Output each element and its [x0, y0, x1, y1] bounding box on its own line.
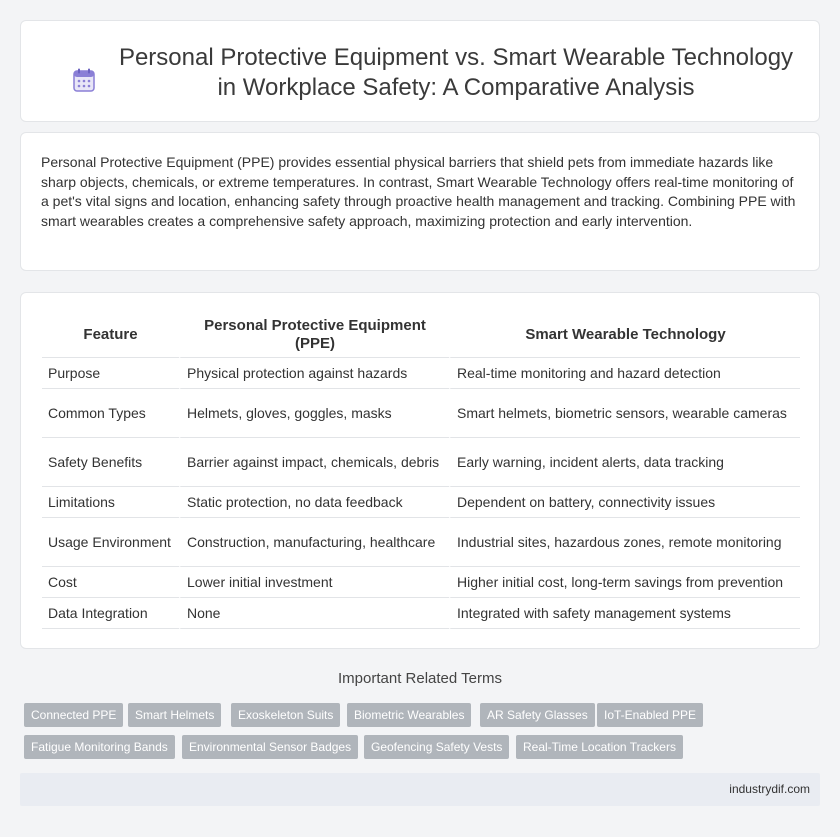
related-term-tag[interactable]: Biometric Wearables: [347, 703, 471, 727]
related-term-tag[interactable]: IoT-Enabled PPE: [597, 703, 703, 727]
related-term-tag[interactable]: Exoskeleton Suits: [231, 703, 340, 727]
row-smart: Higher initial cost, long-term savings from prevention: [449, 567, 800, 598]
row-ppe: Construction, manufacturing, healthcare: [179, 518, 449, 567]
row-smart: Industrial sites, hazardous zones, remote monitoring: [449, 518, 800, 567]
related-term-tag[interactable]: Geofencing Safety Vests: [364, 735, 509, 759]
related-term-tag[interactable]: Real-Time Location Trackers: [516, 735, 683, 759]
table-row: [42, 598, 800, 629]
row-ppe: None: [179, 598, 449, 629]
row-feature: Data Integration: [42, 598, 179, 629]
table-row: [42, 487, 800, 518]
row-feature: Usage Environment: [42, 518, 179, 567]
row-feature: Limitations: [42, 487, 179, 518]
intro-card: [20, 132, 820, 271]
header-feature: Feature: [42, 313, 179, 358]
row-ppe: Physical protection against hazards: [179, 358, 449, 389]
table-row: [42, 567, 800, 598]
row-feature: Purpose: [42, 358, 179, 389]
footer-site[interactable]: industrydif.com: [729, 782, 810, 796]
related-term-tag[interactable]: AR Safety Glasses: [480, 703, 595, 727]
row-smart: Early warning, incident alerts, data tracking: [449, 438, 800, 487]
table-row: [42, 438, 800, 487]
related-term-tag[interactable]: Smart Helmets: [128, 703, 221, 727]
comparison-card: [20, 292, 820, 649]
row-smart: Smart helmets, biometric sensors, wearable cameras: [449, 389, 800, 438]
calendar-icon: [73, 68, 95, 92]
table-header-row: [42, 313, 800, 358]
row-smart: Real-time monitoring and hazard detection: [449, 358, 800, 389]
row-ppe: Helmets, gloves, goggles, masks: [179, 389, 449, 438]
row-ppe: Barrier against impact, chemicals, debris: [179, 438, 449, 487]
row-smart: Integrated with safety management systems: [449, 598, 800, 629]
row-feature: Cost: [42, 567, 179, 598]
page-title: Personal Protective Equipment vs. Smart Wearable Technology in Workplace Safety: A Comparative Analysis: [118, 44, 794, 101]
related-term-tag[interactable]: Connected PPE: [24, 703, 123, 727]
row-ppe: Lower initial investment: [179, 567, 449, 598]
header-ppe: Personal Protective Equipment (PPE): [179, 313, 449, 358]
related-term-tag[interactable]: Environmental Sensor Badges: [182, 735, 358, 759]
related-term-tag[interactable]: Fatigue Monitoring Bands: [24, 735, 175, 759]
table-row: [42, 358, 800, 389]
table-row: [42, 389, 800, 438]
related-terms-heading: Important Related Terms: [338, 670, 502, 687]
header-smart-wearable: Smart Wearable Technology: [449, 313, 800, 358]
row-smart: Dependent on battery, connectivity issues: [449, 487, 800, 518]
row-feature: Common Types: [42, 389, 179, 438]
comparison-table: [42, 313, 800, 629]
table-row: [42, 518, 800, 567]
footer: [20, 773, 820, 806]
row-ppe: Static protection, no data feedback: [179, 487, 449, 518]
intro-paragraph: Personal Protective Equipment (PPE) provides essential physical barriers that shield pets from immediate hazards like sharp objects, chemicals, or extreme temperatures. In contrast, Smart Wearable Technology offers real-time monitoring of a pet's vital signs and location, enhancing safety through proactive health management and tracking. Combining PPE with smart wearables creates a comprehensive safety approach, maximizing protection and early intervention.: [41, 154, 796, 229]
row-feature: Safety Benefits: [42, 438, 179, 487]
title-card: [20, 20, 820, 122]
